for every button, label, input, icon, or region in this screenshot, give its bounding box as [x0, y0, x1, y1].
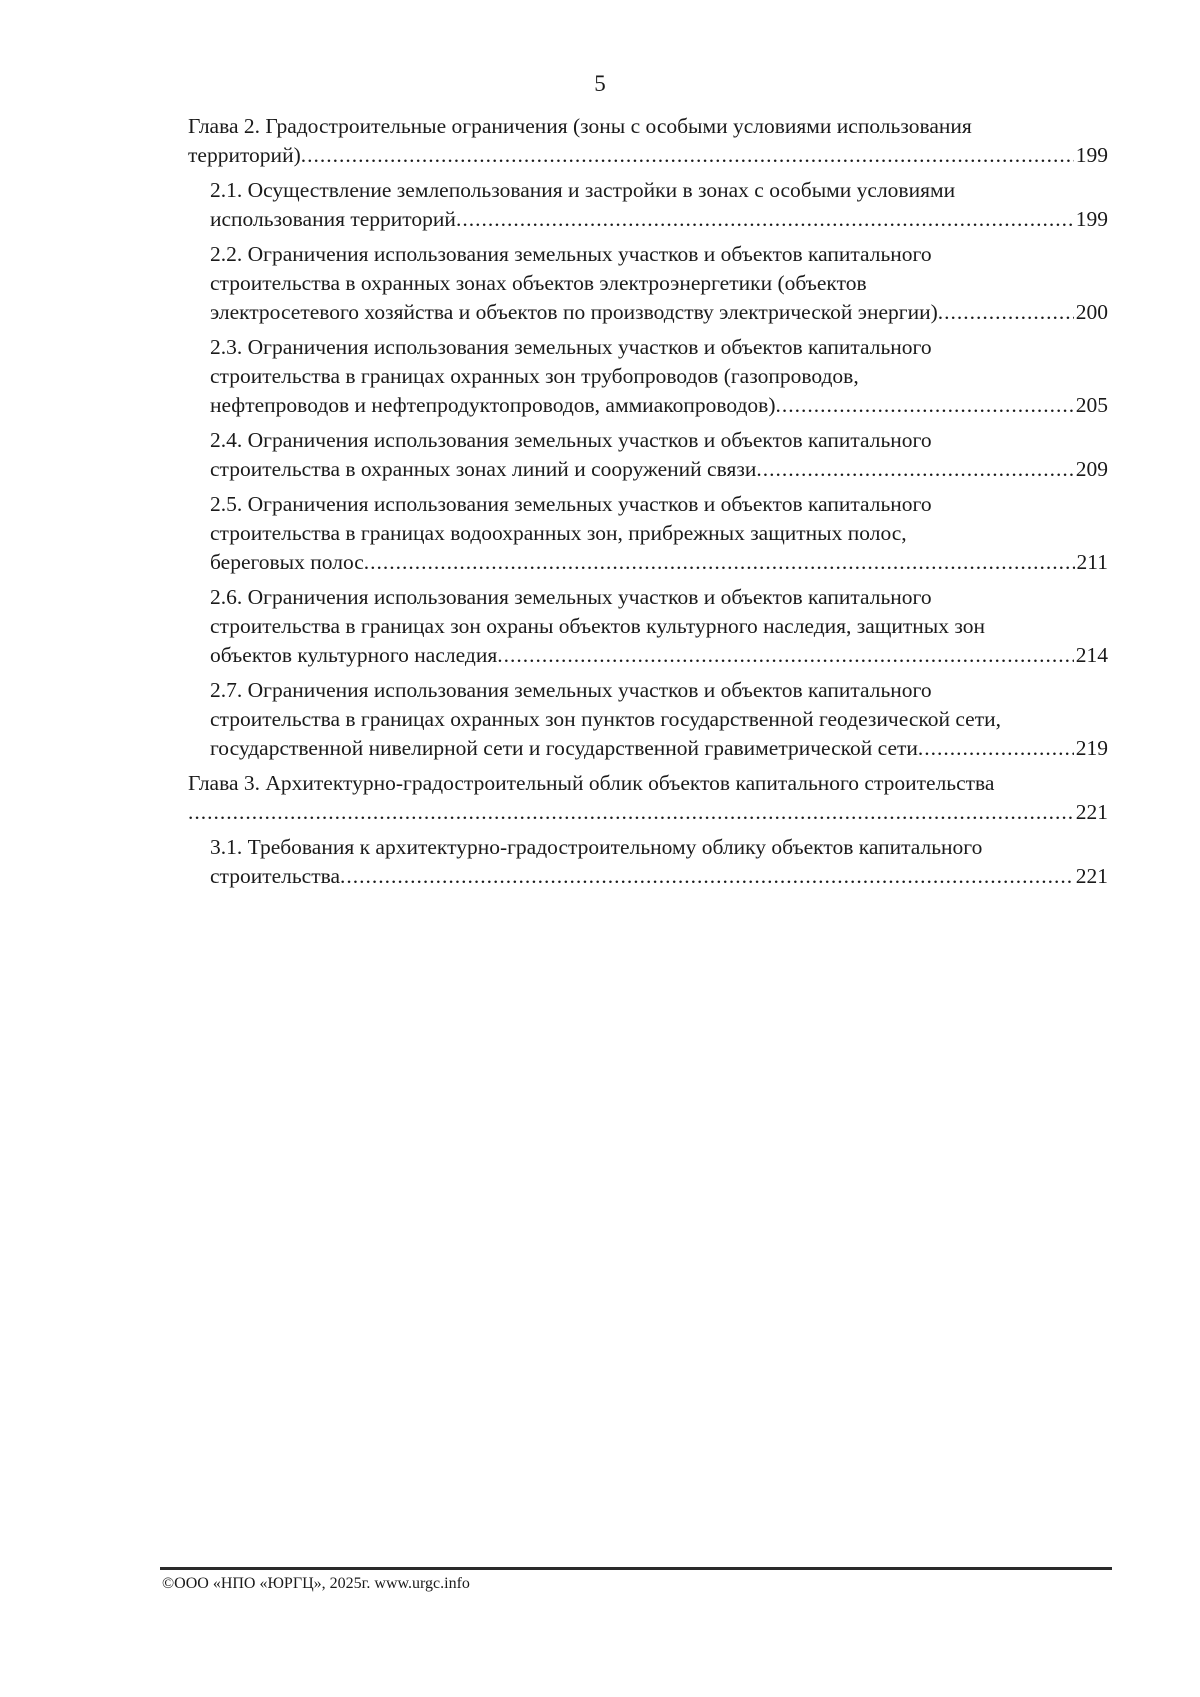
- toc-entry-line: 2.1. Осуществление землепользования и застройки в зонах с особыми условиями: [210, 178, 956, 202]
- dot-leader: [756, 455, 1073, 484]
- toc-chapter-entry: [188, 769, 1108, 827]
- toc-section-entry: [188, 490, 1108, 577]
- toc-entry-line: строительства в границах водоохранных зон, прибрежных защитных полос,: [210, 521, 907, 545]
- toc-section-entry: [188, 176, 1108, 234]
- toc-entry-line: 2.3. Ограничения использования земельных участков и объектов капитального: [210, 335, 932, 359]
- toc-section-entry: [188, 676, 1108, 763]
- toc-section-entry: [188, 583, 1108, 670]
- toc-entry-last-line: [210, 391, 1108, 420]
- toc-entry-text: нефтепроводов и нефтепродуктопроводов, аммиакопроводов): [210, 393, 776, 417]
- dot-leader: [188, 798, 1074, 827]
- toc-entry-line: строительства в границах охранных зон трубопроводов (газопроводов,: [210, 364, 859, 388]
- dot-leader: [456, 205, 1074, 234]
- toc-page-number: 200: [1075, 300, 1108, 324]
- toc-section-entry: [188, 426, 1108, 484]
- dot-leader: [918, 734, 1074, 763]
- dot-leader: [497, 641, 1074, 670]
- toc-page-number: 214: [1075, 643, 1108, 667]
- toc-chapter-entry: [188, 112, 1108, 170]
- toc-entry-text: строительства в охранных зонах линий и сооружений связи: [210, 457, 757, 481]
- toc-entry-last-line: [210, 641, 1108, 670]
- toc-page-number: 221: [1075, 800, 1108, 824]
- toc-page-number: 199: [1075, 207, 1108, 231]
- toc-entry-line: 2.2. Ограничения использования земельных участков и объектов капитального: [210, 242, 932, 266]
- toc-entry-last-line: [188, 141, 1108, 170]
- toc-section-entry: [188, 240, 1108, 327]
- toc-entry-text: электросетевого хозяйства и объектов по производству электрической энергии): [210, 300, 938, 324]
- toc-entry-line: Глава 3. Архитектурно-градостроительный облик объектов капитального строительства: [188, 771, 995, 795]
- toc-entry-text: использования территорий: [210, 207, 456, 231]
- dot-leader: [301, 141, 1074, 170]
- dot-leader: [938, 298, 1074, 327]
- toc-entry-line: 3.1. Требования к архитектурно-градостроительному облику объектов капитального: [210, 835, 983, 859]
- toc-entry-last-line: [210, 734, 1108, 763]
- toc-page-number: 199: [1075, 143, 1108, 167]
- toc-page-number: 209: [1075, 457, 1108, 481]
- toc-entry-line: Глава 2. Градостроительные ограничения (зоны с особыми условиями использования: [188, 114, 972, 138]
- toc-entry-text: объектов культурного наследия: [210, 643, 498, 667]
- toc-entry-line: строительства в границах охранных зон пунктов государственной геодезической сети,: [210, 707, 1001, 731]
- toc-entry-last-line: [210, 205, 1108, 234]
- toc-page-number: 205: [1075, 393, 1108, 417]
- toc-entry-text: территорий): [188, 143, 301, 167]
- toc-entry-text: строительства: [210, 864, 341, 888]
- toc-page-number: 219: [1075, 736, 1108, 760]
- toc-entry-text: береговых полос: [210, 550, 364, 574]
- toc-entry-line: 2.5. Ограничения использования земельных участков и объектов капитального: [210, 492, 932, 516]
- toc-page-number: 221: [1075, 864, 1108, 888]
- toc-entry-last-line: [210, 862, 1108, 891]
- toc-entry-line: строительства в охранных зонах объектов электроэнергетики (объектов: [210, 271, 867, 295]
- toc-page-number: 211: [1076, 550, 1108, 574]
- toc-entry-line: 2.7. Ограничения использования земельных участков и объектов капитального: [210, 678, 932, 702]
- toc-entry-line: 2.4. Ограничения использования земельных участков и объектов капитального: [210, 428, 932, 452]
- footer-divider: [160, 1567, 1112, 1570]
- toc-section-entry: [188, 333, 1108, 420]
- toc-entry-last-line: [210, 548, 1108, 577]
- toc-entry-text: государственной нивелирной сети и государственной гравиметрической сети: [210, 736, 918, 760]
- page-number: 5: [594, 71, 606, 96]
- toc-entry-last-line: [210, 455, 1108, 484]
- dot-leader: [340, 862, 1074, 891]
- footer-copyright: ©ООО «НПО «ЮРГЦ», 2025г. www.urgc.info: [162, 1575, 470, 1592]
- toc-section-entry: [188, 833, 1108, 891]
- toc-entry-line: строительства в границах зон охраны объектов культурного наследия, защитных зон: [210, 614, 985, 638]
- toc-entry-line: 2.6. Ограничения использования земельных участков и объектов капитального: [210, 585, 932, 609]
- dot-leader: [364, 548, 1075, 577]
- dot-leader: [775, 391, 1073, 420]
- toc-entry-last-line: [188, 798, 1108, 827]
- table-of-contents: [188, 112, 1108, 897]
- toc-entry-last-line: [210, 298, 1108, 327]
